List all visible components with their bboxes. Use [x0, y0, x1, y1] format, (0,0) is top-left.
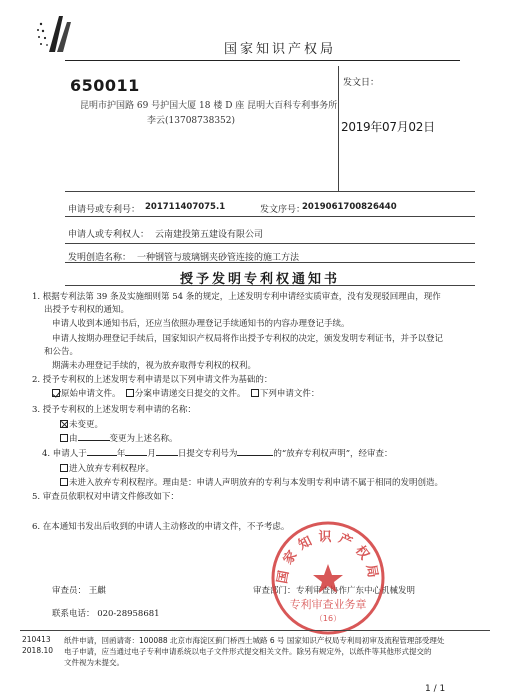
date-divider — [338, 66, 339, 191]
applicant: 云南建投第五建设有限公司 — [155, 230, 264, 240]
footer-line-3: 文件视为未提交。 — [64, 658, 124, 667]
para-4-line-1 — [42, 448, 393, 461]
doc-serial-label: 发文序号： — [260, 205, 306, 215]
para-1-line-3: 申请人收到本通知书后，还应当依照办理登记手续通知书的内容办理登记手续。 — [52, 319, 350, 329]
following-docs-label: 下列申请文件： — [259, 389, 320, 399]
waiver-date-prefix: 4. 申请人于 — [42, 449, 87, 459]
title-unchanged-label: 未变更。 — [69, 420, 104, 430]
title-changed-row — [60, 433, 178, 446]
official-seal-icon — [270, 520, 386, 636]
doc-serial: 2019061700826440 — [302, 202, 397, 212]
para-2-line-1: 2. 授予专利权的上述发明专利申请是以下列申请文件为基础的： — [32, 375, 273, 385]
footer-line-2: 电子申请，应当通过电子专利申请系统以电子文件形式提交相关文件。除另有规定外，以纸件等其他形式提交的 — [64, 647, 432, 656]
title-unchanged-row — [60, 419, 103, 432]
old-title-blank — [78, 440, 110, 441]
day-blank — [156, 455, 178, 456]
para-1-line-2: 出授予专利权的通知。 — [44, 305, 130, 315]
title-changed-from: 由 — [69, 434, 78, 444]
divider — [65, 191, 475, 192]
examiner-name: 审查员： 王麒 — [52, 586, 106, 596]
patent-no-label: 日提交专利号为 — [177, 449, 238, 459]
year-blank — [87, 455, 117, 456]
office-title: 国家知识产权局 — [223, 42, 336, 57]
issue-date-label: 发文日： — [343, 78, 380, 88]
divider — [65, 262, 475, 263]
original-docs-checkbox[interactable] — [52, 389, 60, 397]
postcode: 650011 — [70, 76, 140, 95]
recipient-address: 昆明市护国路 69 号护国大厦 18 楼 D 座 昆明大百科专利事务所 — [80, 101, 338, 111]
waiver-statement-text: 的“放弃专利权声明”，经审查： — [273, 449, 393, 459]
application-no-label: 申请号或专利号： — [68, 205, 141, 215]
divisional-docs-checkbox[interactable] — [126, 389, 134, 397]
month-blank — [125, 455, 147, 456]
para-1-line-6: 期满未办理登记手续的，视为放弃取得专利权的权利。 — [52, 361, 257, 371]
divider — [65, 216, 475, 217]
title-unchanged-checkbox[interactable] — [60, 420, 68, 428]
exam-dept: 专利审查协作广东中心机械发明 — [296, 586, 416, 596]
divider — [65, 243, 475, 244]
year-label: 年 — [116, 449, 126, 459]
applicant-label: 申请人或专利权人： — [68, 230, 150, 240]
seal-number: （16） — [314, 614, 342, 623]
waiver-not-entered-checkbox[interactable] — [60, 478, 68, 486]
application-no: 201711407075.1 — [145, 202, 226, 212]
para-1-line-5: 和公告。 — [44, 347, 79, 357]
following-docs-checkbox[interactable] — [251, 389, 259, 397]
waiver-not-entered-row — [60, 477, 443, 490]
divider — [65, 285, 475, 286]
notice-title: 授予发明专利权通知书 — [179, 272, 340, 287]
examiner-phone: 联系电话： 020-28958681 — [52, 609, 160, 619]
title-changed-checkbox[interactable] — [60, 434, 68, 442]
para-5-line-1: 5. 审查员依职权对申请文件修改如下： — [32, 492, 179, 502]
basis-options — [52, 388, 319, 401]
header-rule — [65, 60, 460, 61]
form-version: 2018.10 — [22, 646, 54, 655]
issue-date: 2019年07月02日 — [341, 120, 435, 134]
waiver-entered-checkbox[interactable] — [60, 464, 68, 472]
month-label: 月 — [147, 449, 156, 459]
form-code: 210413 — [22, 635, 51, 644]
invention-name-label: 发明创造名称： — [68, 253, 132, 263]
cnipa-logo-icon — [35, 14, 77, 54]
para-1-line-4: 申请人按期办理登记手续后，国家知识产权局将作出授予专利权的决定，颁发发明专利证书，并予以登记 — [52, 334, 444, 344]
page-number: 1 / 1 — [425, 684, 446, 694]
divisional-docs-label: 分案申请递交日提交的文件。 — [134, 389, 246, 399]
invention-name: 一种钢管与玻璃钢夹砂管连接的施工方法 — [137, 253, 300, 263]
patent-no-blank — [237, 455, 273, 456]
waiver-not-entered-label: 未进入放弃专利权程序。理由是：申请人声明放弃的专利与本发明专利申请不属于相同的发明创造。 — [69, 478, 444, 488]
title-changed-to: 变更为上述名称。 — [109, 434, 178, 444]
waiver-entered-label: 进入放弃专利权程序。 — [69, 464, 155, 474]
para-3-line-1: 3. 授予专利权的上述发明专利申请的名称： — [32, 405, 196, 415]
footer-line-1: 纸件申请，回函请寄：100088 北京市海淀区蓟门桥西土城路 6 号 国家知识产权局专利局初审及流程管理部受理处 — [64, 636, 445, 645]
original-docs-label: 原始申请文件。 — [61, 389, 121, 399]
para-1-line-1: 1. 根据专利法第 39 条及实施细则第 54 条的规定，上述发明专利申请经实质审查，没有发现驳回理由，现作 — [32, 292, 441, 302]
footer-rule — [20, 630, 490, 631]
seal-ring-text: 国家知识产权局 — [275, 529, 381, 585]
recipient-contact: 李云(13708738352) — [147, 116, 236, 126]
para-6-line-1: 6. 在本通知书发出后收到的申请人主动修改的申请文件，不予考虑。 — [32, 522, 290, 532]
seal-center-text: 专利审查业务章 — [289, 598, 367, 611]
waiver-entered-row — [60, 463, 154, 476]
exam-dept-label: 审查部门： — [253, 586, 296, 596]
